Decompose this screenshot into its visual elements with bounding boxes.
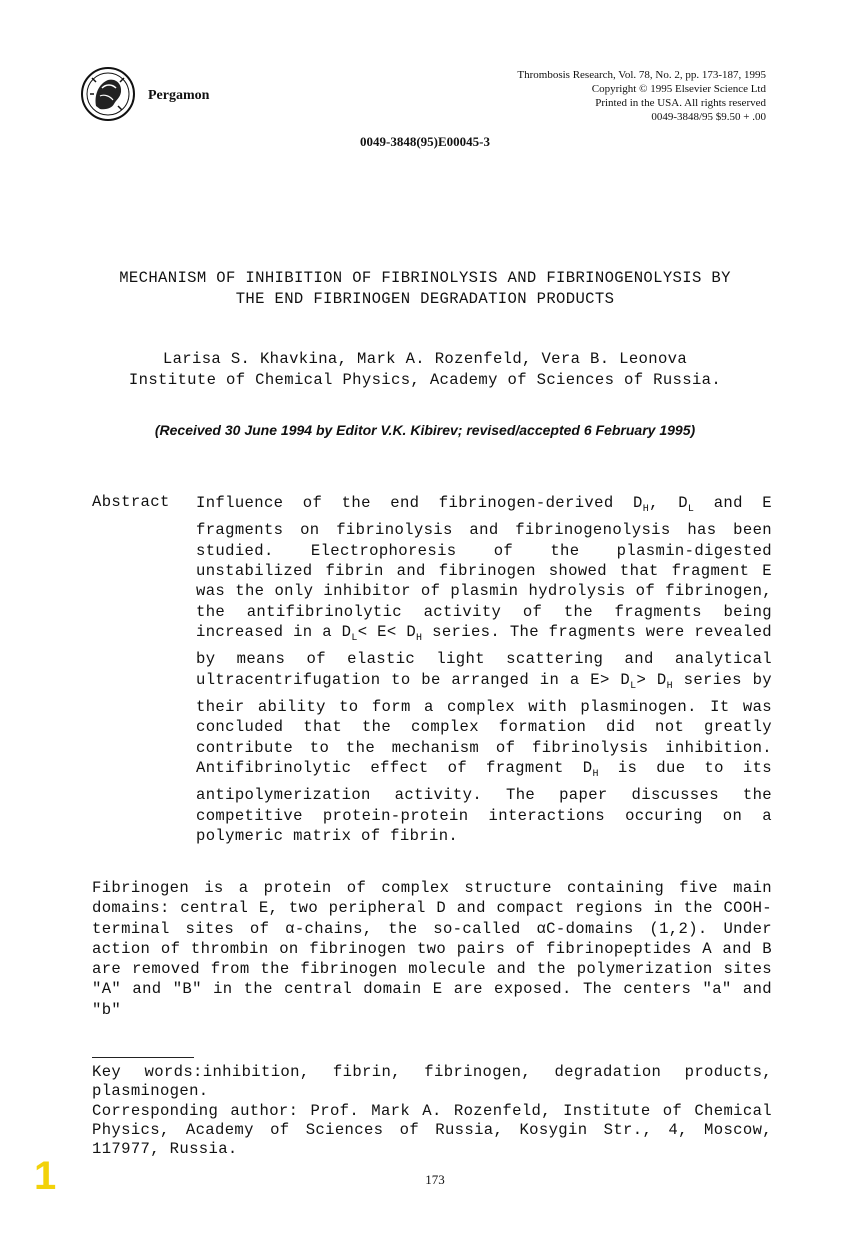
abstract-text: [196, 493, 772, 846]
subscript: H: [666, 680, 673, 692]
subscript: H: [642, 504, 650, 516]
subscript: L: [630, 680, 637, 692]
printed-line: Printed in the USA. All rights reserved: [595, 97, 766, 109]
abstract-segment: Influence of the end fibrinogen-derived D: [196, 494, 643, 512]
abstract-segment: is due to its antipolymerization activity. The paper discusses the competitive protein-protein interactions occuring on a polymeric matrix of fibrin.: [196, 758, 772, 845]
subscript: L: [351, 633, 358, 644]
footnotes: [92, 1063, 772, 1159]
subscript: H: [592, 769, 599, 780]
subscript: H: [416, 633, 423, 644]
title-line: MECHANISM OF INHIBITION OF FIBRINOLYSIS AND FIBRINOGENOLYSIS BY: [119, 269, 731, 287]
affiliation: Institute of Chemical Physics, Academy of Sciences of Russia.: [128, 371, 722, 389]
keywords-footnote: Key words:inhibition, fibrin, fibrinogen, degradation products, plasminogen.: [92, 1063, 772, 1101]
article-doi: 0049-3848(95)E00045-3: [360, 134, 490, 149]
journal-info: [517, 68, 766, 124]
issn-price-line: 0049-3848/95 $9.50 + .00: [651, 111, 766, 123]
publisher-name: Pergamon: [148, 88, 210, 103]
abstract-label: Abstract: [92, 493, 170, 511]
corresponding-author-footnote: Corresponding author: Prof. Mark A. Rozenfeld, Institute of Chemical Physics, Academy of Sciences of Russia, Kosygin Str., 4, Moscow, 117977, Russia.: [92, 1101, 772, 1159]
abstract-segment: > D: [636, 670, 667, 689]
abstract-segment: < E< D: [357, 622, 417, 641]
abstract-segment: and E fragments on fibrinolysis and fibrinogenolysis has been studied. Electrophoresis of the plasmin-digested unstabilized fibrin and fibrinogen showed that fragment E was the only inhibitor of plasmin hydrolysis of fibrinogen, the antifibrinolytic activity of the fragments being increased in a D: [196, 494, 772, 641]
received-dates: (Received 30 June 1994 by Editor V.K. Kibirev; revised/accepted 6 February 1995): [154, 422, 696, 438]
body-paragraph: Fibrinogen is a protein of complex structure containing five main domains: central E, two peripheral D and compact regions in the COOH-terminal sites of α-chains, the so-called αC-domains (1,2). Under action of thrombin on fibrinogen two pairs of fibrinopeptides A and B are removed from the fibrinogen molecule and the polymerization sites "A" and "B" in the central domain E are exposed. The centers "a" and "b": [92, 879, 772, 1019]
corner-marker: 1: [34, 1154, 57, 1198]
author-block: [0, 349, 850, 391]
copyright-line: Copyright © 1995 Elsevier Science Ltd: [591, 83, 766, 95]
abstract-segment: , D: [649, 494, 688, 512]
page-number: 173: [425, 1172, 445, 1187]
publisher-logo-icon: [80, 66, 136, 122]
title-line: THE END FIBRINOGEN DEGRADATION PRODUCTS: [235, 290, 615, 308]
subscript: L: [687, 504, 695, 516]
article-title: [0, 268, 850, 310]
abstract-segment: series by their ability to form a complex with plasminogen. It was concluded that the complex formation did not greatly contribute to the mechanism of fibrinolysis inhibition. Antifibrinolytic effect of fragment D: [196, 670, 772, 777]
journal-citation: Thrombosis Research, Vol. 78, No. 2, pp. 173-187, 1995: [517, 69, 766, 81]
abstract-segment: series. The fragments were revealed by means of elastic light scattering and analytical ultracentrifugation to be arranged in a E> D: [196, 622, 772, 689]
footnote-divider: [92, 1057, 194, 1058]
authors: Larisa S. Khavkina, Mark A. Rozenfeld, Vera B. Leonova: [162, 350, 688, 368]
